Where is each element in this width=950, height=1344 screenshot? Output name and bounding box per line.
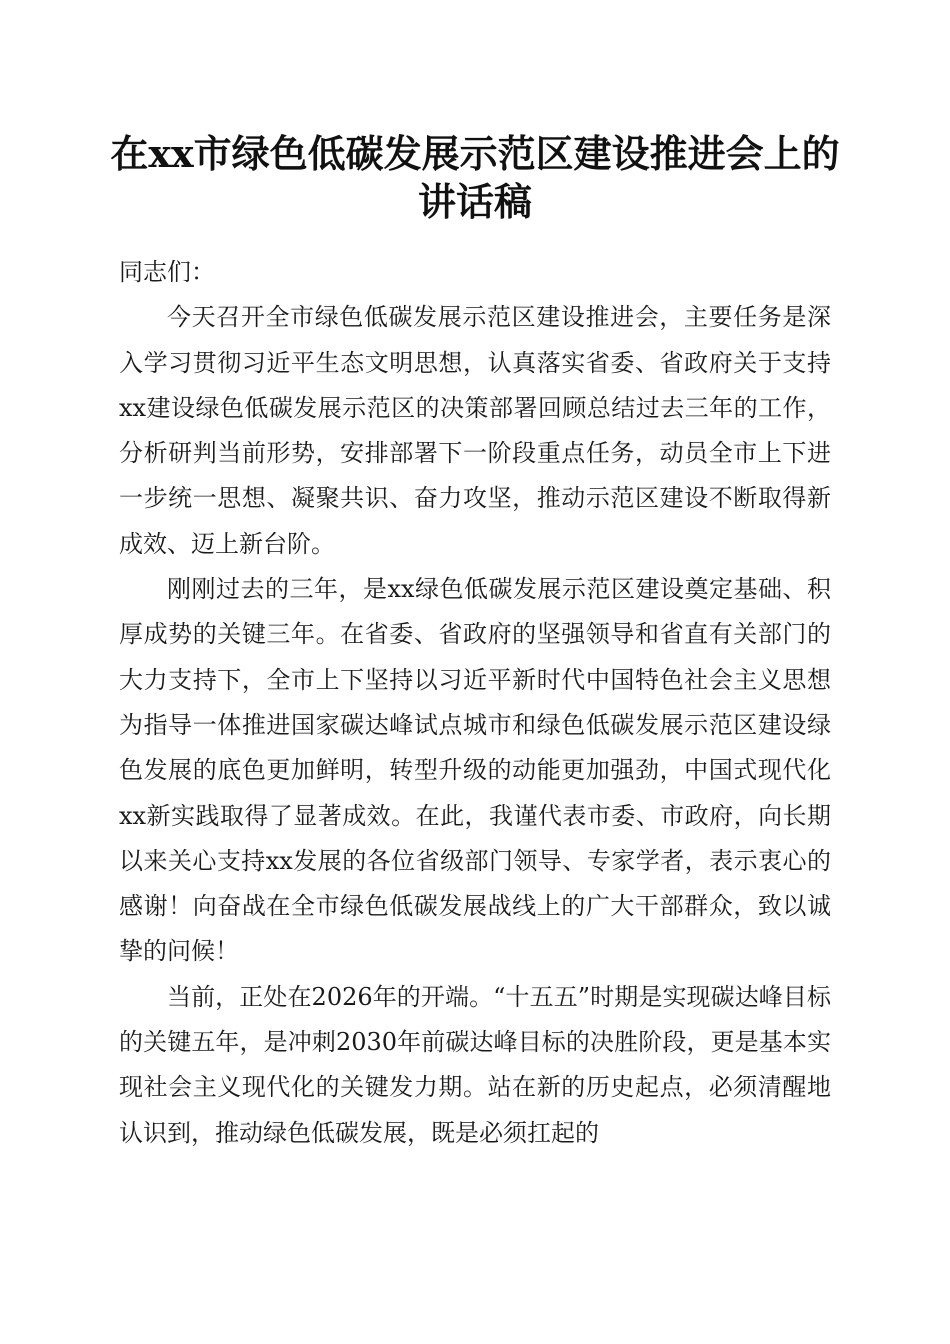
paragraph-2: 刚刚过去的三年，是xx绿色低碳发展示范区建设奠定基础、积厚成势的关键三年。在省委、省政府的坚强领导和省直有关部门的大力支持下，全市上下坚持以习近平新时代中国特色社会主义思想为指导一体推进国家碳达峰试点城市和绿色低碳发展示范区建设绿色发展的底色更加鲜明，转型升级的动能更加强劲，中国式现代化xx新实践取得了显著成效。在此，我谨代表市委、市政府，向长期以来关心支持xx发展的各位省级部门领导、专家学者，表示衷心的感谢！向奋战在全市绿色低碳发展战线上的广大干部群众，致以诚挚的问候！ (119, 575, 831, 966)
salutation: 同志们： (119, 258, 215, 286)
document-body (119, 250, 831, 1156)
document-title (80, 130, 870, 226)
paragraph-1: 今天召开全市绿色低碳发展示范区建设推进会，主要任务是深入学习贯彻习近平生态文明思想，认真落实省委、省政府关于支持xx建设绿色低碳发展示范区的决策部署回顾总结过去三年的工作，分析研判当前形势，安排部署下一阶段重点任务，动员全市上下进一步统一思想、凝聚共识、奋力攻坚，推动示范区建设不断取得新成效、迈上新台阶。 (119, 303, 831, 558)
title-line-1: 在xx市绿色低碳发展示范区建设推进会上的 (110, 131, 840, 176)
paragraph-3: 当前，正处在2026年的开端。“十五五”时期是实现碳达峰目标的关键五年，是冲刺2030年前碳达峰目标的决胜阶段，更是基本实现社会主义现代化的关键发力期。站在新的历史起点，必须清醒地认识到，推动绿色低碳发展，既是必须扛起的 (119, 982, 831, 1147)
title-line-2: 讲话稿 (417, 179, 532, 224)
